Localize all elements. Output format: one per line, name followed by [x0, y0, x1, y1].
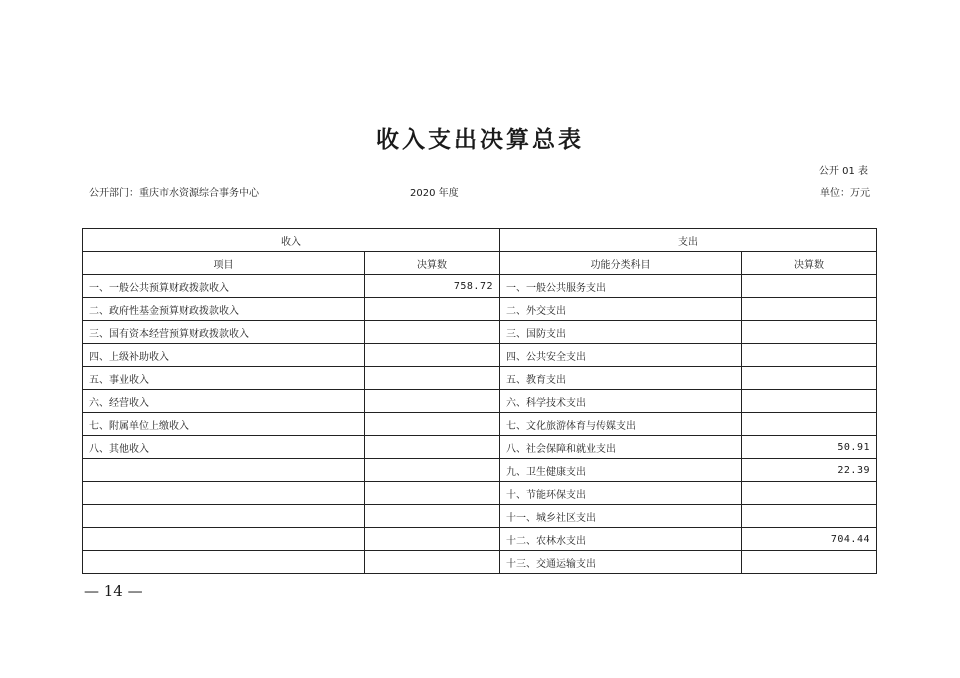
income-item-cell: 八、其他收入 — [83, 436, 365, 459]
expense-amount-cell — [742, 367, 877, 390]
income-amount-cell — [365, 298, 500, 321]
column-header-function: 功能分类科目 — [500, 252, 742, 275]
expense-item-cell: 四、公共安全支出 — [500, 344, 742, 367]
expense-amount-cell — [742, 344, 877, 367]
expense-item-cell: 十三、交通运输支出 — [500, 551, 742, 574]
table-row — [83, 275, 877, 298]
table-group-header-row — [83, 229, 877, 252]
income-item-cell: 一、一般公共预算财政拨款收入 — [83, 275, 365, 298]
page-number: — 14 — — [84, 582, 143, 600]
department-label: 公开部门：重庆市水资源综合事务中心 — [89, 188, 259, 199]
income-item-cell: 六、经营收入 — [83, 390, 365, 413]
expense-amount-cell — [742, 298, 877, 321]
expense-amount-cell — [742, 413, 877, 436]
income-amount-cell: 758.72 — [365, 275, 500, 298]
income-group-header: 收入 — [83, 229, 500, 252]
income-amount-cell — [365, 482, 500, 505]
expense-group-header: 支出 — [500, 229, 877, 252]
column-header-expense-amount: 决算数 — [742, 252, 877, 275]
expense-item-cell: 十二、农林水支出 — [500, 528, 742, 551]
table-row — [83, 528, 877, 551]
unit-label: 单位：万元 — [820, 188, 870, 199]
income-item-cell — [83, 459, 365, 482]
income-item-cell: 七、附属单位上缴收入 — [83, 413, 365, 436]
column-header-income-amount: 决算数 — [365, 252, 500, 275]
table-row — [83, 367, 877, 390]
table-column-header-row — [83, 252, 877, 275]
income-item-cell: 五、事业收入 — [83, 367, 365, 390]
income-amount-cell — [365, 528, 500, 551]
column-header-item: 项目 — [83, 252, 365, 275]
expense-item-cell: 十一、城乡社区支出 — [500, 505, 742, 528]
expense-amount-cell: 22.39 — [742, 459, 877, 482]
income-amount-cell — [365, 551, 500, 574]
fiscal-year-label: 2020 年度 — [410, 188, 459, 199]
income-item-cell: 三、国有资本经营预算财政拨款收入 — [83, 321, 365, 344]
expense-amount-cell — [742, 390, 877, 413]
income-item-cell — [83, 528, 365, 551]
income-amount-cell — [365, 344, 500, 367]
income-item-cell — [83, 505, 365, 528]
expense-amount-cell — [742, 505, 877, 528]
table-row — [83, 482, 877, 505]
table-row — [83, 505, 877, 528]
table-row — [83, 551, 877, 574]
expense-amount-cell — [742, 321, 877, 344]
expense-item-cell: 一、一般公共服务支出 — [500, 275, 742, 298]
table-row — [83, 459, 877, 482]
income-amount-cell — [365, 390, 500, 413]
expense-item-cell: 二、外交支出 — [500, 298, 742, 321]
income-amount-cell — [365, 436, 500, 459]
expense-amount-cell: 50.91 — [742, 436, 877, 459]
income-amount-cell — [365, 459, 500, 482]
table-row — [83, 321, 877, 344]
expense-amount-cell — [742, 275, 877, 298]
income-item-cell: 四、上级补助收入 — [83, 344, 365, 367]
income-item-cell — [83, 551, 365, 574]
income-item-cell — [83, 482, 365, 505]
income-amount-cell — [365, 367, 500, 390]
expense-item-cell: 三、国防支出 — [500, 321, 742, 344]
table-row — [83, 413, 877, 436]
expense-item-cell: 六、科学技术支出 — [500, 390, 742, 413]
expense-item-cell: 十、节能环保支出 — [500, 482, 742, 505]
budget-table — [82, 228, 877, 574]
income-item-cell: 二、政府性基金预算财政拨款收入 — [83, 298, 365, 321]
expense-item-cell: 七、文化旅游体育与传媒支出 — [500, 413, 742, 436]
table-row — [83, 390, 877, 413]
table-row — [83, 298, 877, 321]
form-number: 公开 01 表 — [818, 166, 868, 177]
table-row — [83, 344, 877, 367]
expense-item-cell: 八、社会保障和就业支出 — [500, 436, 742, 459]
expense-item-cell: 五、教育支出 — [500, 367, 742, 390]
income-amount-cell — [365, 413, 500, 436]
expense-amount-cell: 704.44 — [742, 528, 877, 551]
expense-amount-cell — [742, 482, 877, 505]
income-amount-cell — [365, 505, 500, 528]
income-amount-cell — [365, 321, 500, 344]
page-title: 收入支出决算总表 — [376, 127, 584, 153]
expense-item-cell: 九、卫生健康支出 — [500, 459, 742, 482]
table-row — [83, 436, 877, 459]
expense-amount-cell — [742, 551, 877, 574]
